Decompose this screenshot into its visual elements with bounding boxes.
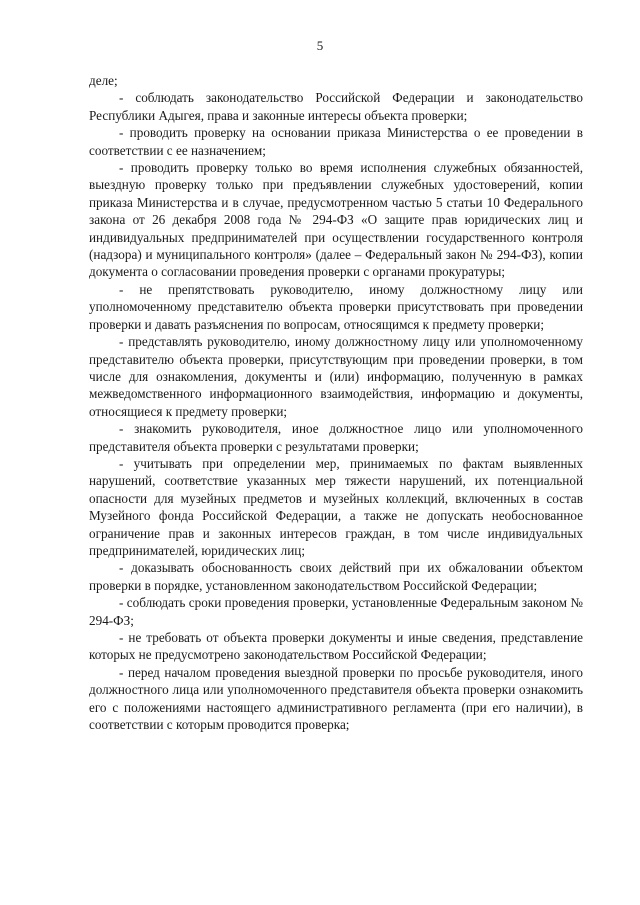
paragraph-not-require-documents: - не требовать от объекта проверки документы и иные сведения, представление которых не предусмотрено законодательством Российской Федерации; (89, 630, 583, 663)
paragraph-observe-deadlines: - соблюдать сроки проведения проверки, установленные Федеральным законом № 294-ФЗ; (89, 595, 583, 628)
page-number: 5 (316, 38, 324, 53)
paragraph-prove-validity: - доказывать обоснованность своих действий при их обжаловании объектом проверки в порядке, установленном законодательством Российской Федерации; (89, 560, 583, 593)
paragraph-continuation: деле; (89, 73, 118, 88)
paragraph-not-obstruct: - не препятствовать руководителю, иному должностному лицу или уполномоченному представителю объекта проверки присутствовать при проведении проверки и давать разъяснения по вопросам, относящимся к предмету проверки; (89, 281, 583, 332)
paragraph-acquaint-regulation: - перед началом проведения выездной проверки по просьбе руководителя, иного должностного лица или уполномоченного представителя объекта проверки ознакомить его с положениями настоящего административного регламента (при его наличии), в соответствии с которым проводится проверка; (89, 664, 583, 733)
paragraph-conduct-during-duties: - проводить проверку только во время исполнения служебных обязанностей, выездную проверку только при предъявлении служебных удостоверений, копии приказа Министерства и в случае, предусмотренном частью 5 статьи 10 Федерального закона от 26 декабря 2008 года № 294-ФЗ «О защите прав юридических лиц и индивидуальных предпринимателей при осуществлении государственного контроля (надзора) и муниципального контроля» (далее – Федеральный закон № 294-ФЗ), копии документа о согласовании проведения проверки с органами прокуратуры; (89, 160, 583, 280)
body-text (89, 72, 583, 733)
paragraph-comply-legislation: - соблюдать законодательство Российской Федерации и законодательство Республики Адыгея, права и законные интересы объекта проверки; (89, 90, 583, 123)
paragraph-order-basis: - проводить проверку на основании приказа Министерства о ее проведении в соответствии с ее назначением; (89, 125, 583, 158)
paragraph-consider-measures: - учитывать при определении мер, принимаемых по фактам выявленных нарушений, соответствие указанных мер тяжести нарушений, их потенциальной опасности для музейных предметов и музейных коллекций, включенных в состав Музейного фонда Российской Федерации, а также не допускать необоснованное ограничение прав и законных интересов граждан, в том числе индивидуальных предпринимателей, юридических лиц; (89, 455, 583, 558)
paragraph-provide-documents: - представлять руководителю, иному должностному лицу или уполномоченному представителю объекта проверки, присутствующим при проведении проверки, в том числе для ознакомления, документы и (или) информацию, полученную в рамках межведомственного информационного взаимодействия, информацию и документы, относящиеся к предмету проверки; (89, 334, 583, 419)
paragraph-familiarize-results: - знакомить руководителя, иное должностное лицо или уполномоченного представителя объекта проверки с результатами проверки; (89, 421, 583, 454)
